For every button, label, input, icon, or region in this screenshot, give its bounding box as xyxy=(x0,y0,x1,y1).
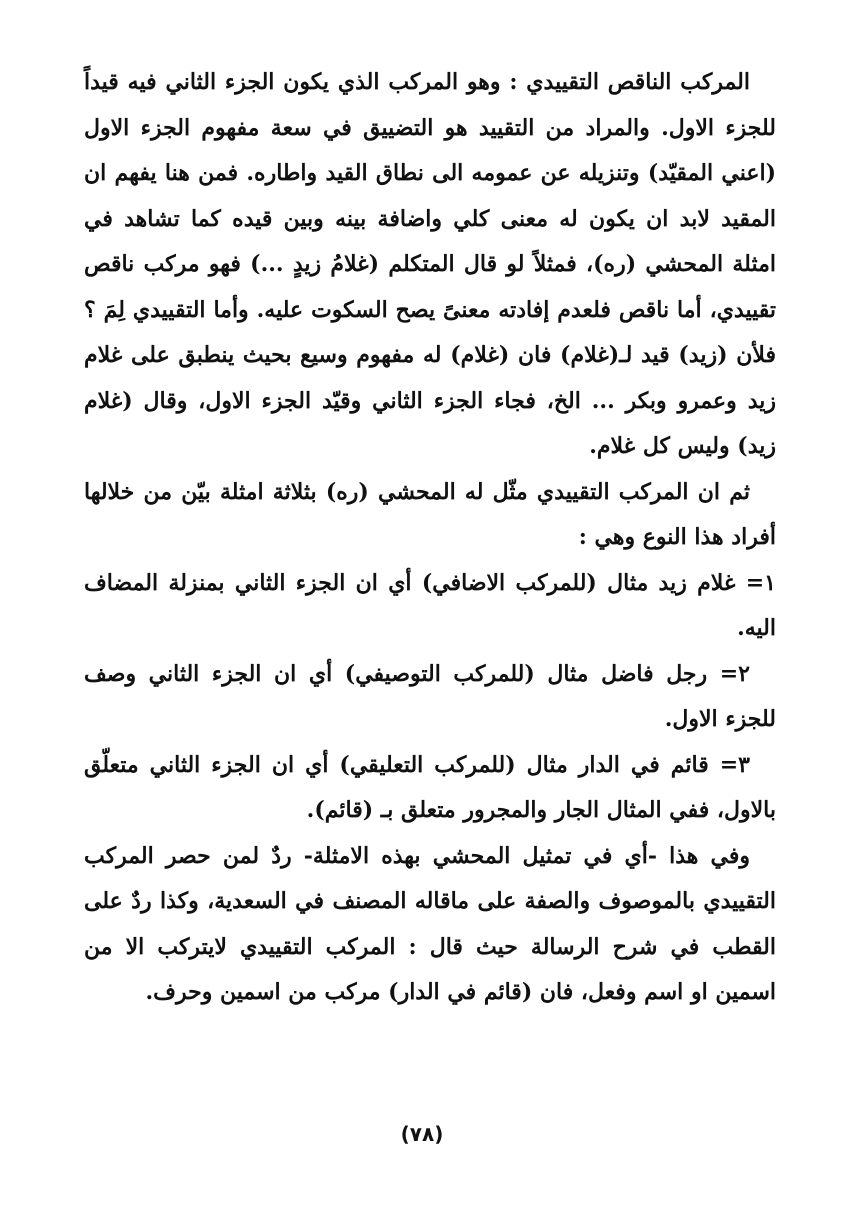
body-text xyxy=(84,60,776,1016)
paragraph-definition: المركب الناقص التقييدي : وهو المركب الذي يكون الجزء الثاني فيه قيداً للجزء الاول. والمراد من التقييد هو التضييق في سعة مفهوم الجزء الاول (اعني المقيّد) وتنزيله عن عمومه الى نطاق القيد واطاره. فمن هنا يفهم ان المقيد لابد ان يكون له معنى كلي واضافة بينه وبين قيده كما تشاهد في امثلة المحشي (ره)، فمثلاً لو قال المتكلم (غلامُ زيدٍ ...) فهو مركب ناقص تقييدي، أما ناقص فلعدم إفادته معنىً يصح السكوت عليه. وأما التقييدي لِمَ ؟ فلأن (زيد) قيد لـ(غلام) فان (غلام) له مفهوم وسيع بحيث ينطبق على غلام زيد وعمرو وبكر ... الخ، فجاء الجزء الثاني وقيّد الجزء الاول، وقال (غلام زيد) وليس كل غلام. xyxy=(84,69,776,459)
paragraph-example-1: ١= غلام زيد مثال (للمركب الاضافي) أي ان الجزء الثاني بمنزلة المضاف اليه. xyxy=(84,569,776,641)
paragraph-examples-intro: ثم ان المركب التقييدي مثّل له المحشي (ره) بثلاثة امثلة بيّن من خلالها أفراد هذا النوع وهي : xyxy=(84,478,776,550)
paragraph-example-3: ٣= قائم في الدار مثال (للمركب التعليقي) أي ان الجزء الثاني متعلّق بالاول، ففي المثال الجار والمجرور متعلق بـ (قائم). xyxy=(84,751,776,823)
paragraph-refutation: وفي هذا -أي في تمثيل المحشي بهذه الامثلة- ردٌ لمن حصر المركب التقييدي بالموصوف والصفة على ماقاله المصنف في السعدية، وكذا ردٌ على القطب في شرح الرسالة حيث قال : المركب التقييدي لايتركب الا من اسمين او اسم وفعل، فان (قائم في الدار) مركب من اسمين وحرف. xyxy=(84,842,776,1005)
paragraph-example-2: ٢= رجل فاضل مثال (للمركب التوصيفي) أي ان الجزء الثاني وصف للجزء الاول. xyxy=(84,660,776,732)
page-number: (٧٨) xyxy=(400,1122,444,1146)
